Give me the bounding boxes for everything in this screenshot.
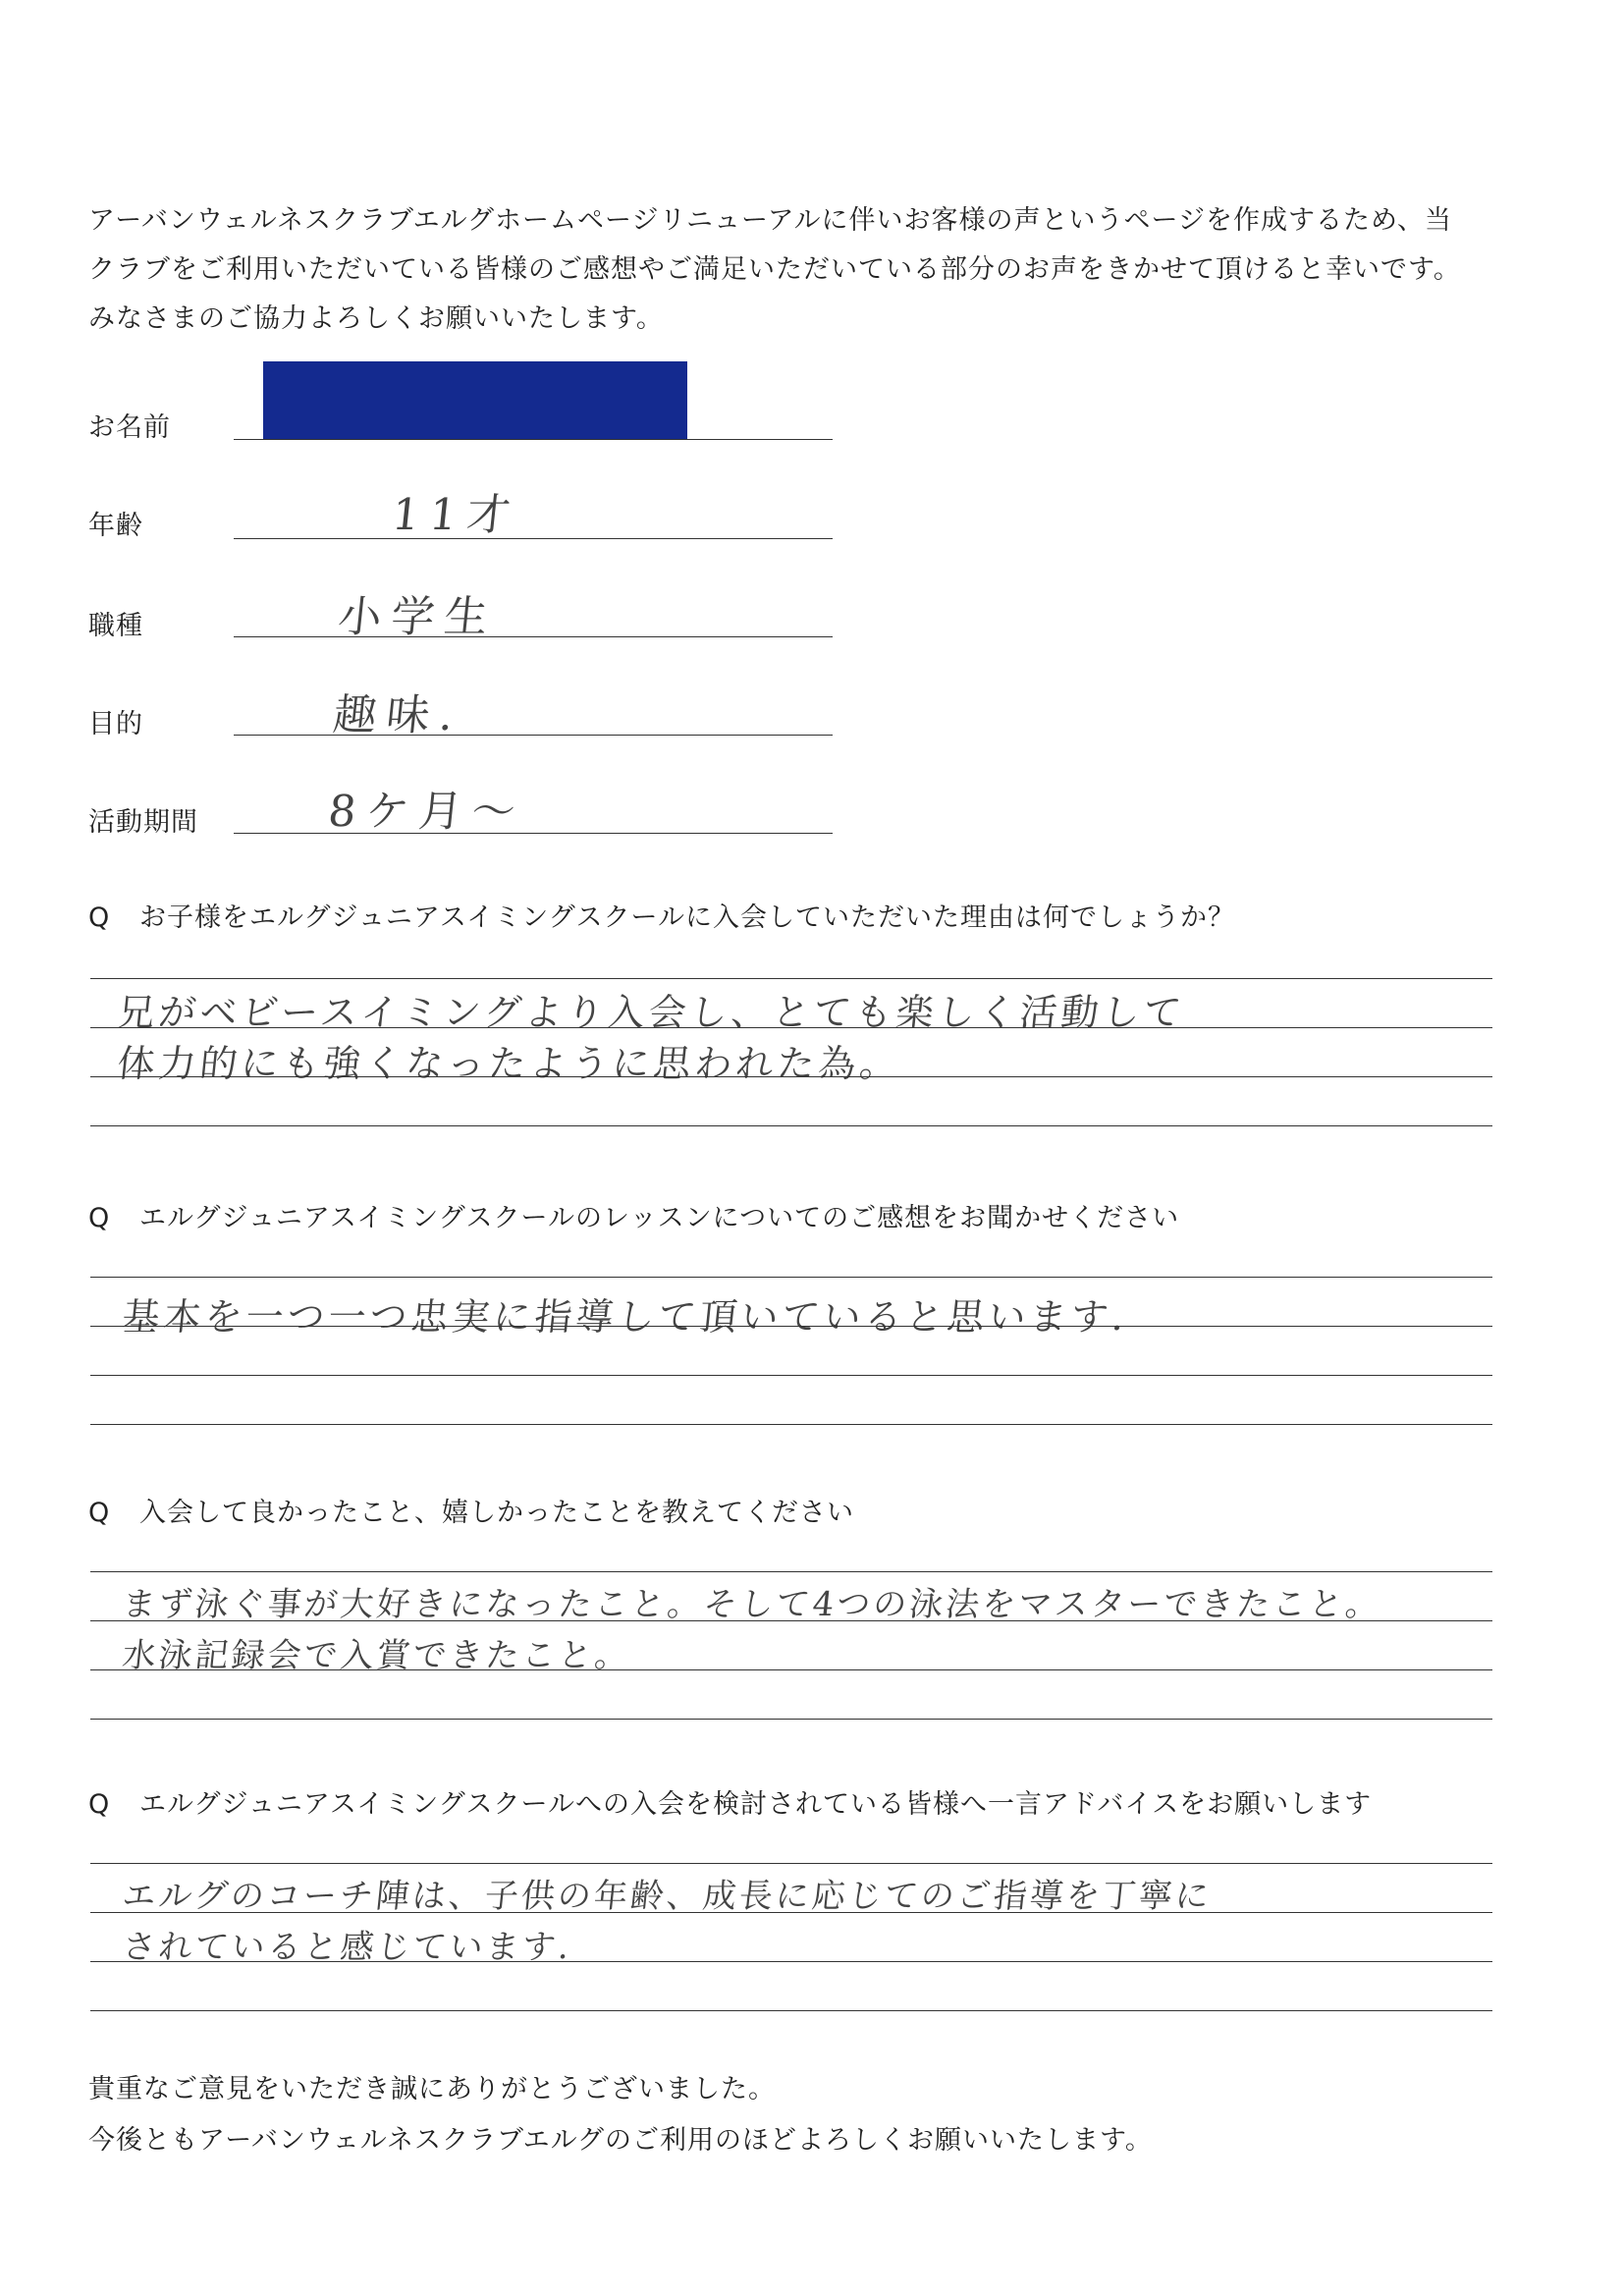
purpose-line (234, 735, 833, 736)
closing-line: 今後ともアーバンウェルネスクラブエルグのご利用のほどよろしくお願いいたします。 (88, 2125, 1153, 2156)
question-mark: Q (88, 1203, 111, 1233)
age-line (234, 538, 833, 539)
answer-rule (90, 1125, 1492, 1126)
answer-line: まず泳ぐ事が大好きになったこと。そして4つの泳法をマスターできたこと。 (120, 1585, 1384, 1624)
age-label: 年齢 (88, 511, 143, 541)
answer-rule (90, 1027, 1492, 1028)
age-value: 11才 (389, 490, 523, 540)
answer-line: 兄がベビースイミングより入会し、とても楽しく活動して (115, 991, 1188, 1034)
answer-rule (90, 1620, 1492, 1621)
answer-rule (90, 1277, 1492, 1278)
question-text (88, 1782, 1372, 1821)
purpose-value: 趣味. (330, 690, 466, 740)
intro-line: クラブをご利用いただいている皆様のご感想やご満足いただいている部分のお声をきかせて頂けると幸いです。 (88, 254, 1461, 285)
period-value: 8ケ月～ (325, 787, 528, 837)
occupation-value: 小学生 (335, 592, 501, 642)
occupation-label: 職種 (88, 611, 143, 641)
question-label: 入会して良かったこと、嬉しかったことを教えてください (139, 1498, 854, 1528)
intro-line: みなさまのご協力よろしくお願いいたします。 (88, 303, 664, 334)
answer-line: 水泳記録会で入賞できたこと。 (120, 1636, 633, 1675)
name-line (234, 439, 833, 440)
answer-rule (90, 1863, 1492, 1864)
answer-line: されていると感じています. (120, 1928, 574, 1967)
answer-line: 体力的にも強くなったように思われた為。 (115, 1042, 903, 1085)
question-mark: Q (88, 1789, 111, 1820)
question-text (88, 1491, 854, 1529)
answer-rule (90, 1912, 1492, 1913)
answer-rule (90, 1375, 1492, 1376)
closing-text (88, 2064, 1153, 2166)
question-text (88, 896, 1235, 934)
question-text (88, 1196, 1179, 1234)
answer-line: エルグのコーチ陣は、子供の年齢、成長に応じてのご指導を丁寧に (120, 1877, 1215, 1916)
answer-rule (90, 1669, 1492, 1670)
answer-rule (90, 2010, 1492, 2011)
intro-text (88, 196, 1542, 344)
answer-rule (90, 1076, 1492, 1077)
name-redaction (263, 361, 687, 440)
answer-rule (90, 1571, 1492, 1572)
period-line (234, 833, 833, 834)
answer-rule (90, 1719, 1492, 1720)
answer-rule (90, 978, 1492, 979)
occupation-line (234, 636, 833, 637)
question-mark: Q (88, 1498, 111, 1528)
closing-line: 貴重なご意見をいただき誠にありがとうございました。 (88, 2074, 776, 2105)
question-label: エルグジュニアスイミングスクールへの入会を検討されている皆様へ一言アドバイスをお願いします (139, 1789, 1373, 1820)
purpose-label: 目的 (88, 709, 143, 739)
question-label: お子様をエルグジュニアスイミングスクールに入会していただいた理由は何でしょうか？ (139, 902, 1235, 933)
answer-rule (90, 1424, 1492, 1425)
question-label: エルグジュニアスイミングスクールのレッスンについてのご感想をお聞かせください (139, 1203, 1180, 1233)
intro-line: アーバンウェルネスクラブエルグホームページリニューアルに伴いお客様の声というページを作成するため、当 (88, 205, 1452, 236)
answer-rule (90, 1326, 1492, 1327)
name-label: お名前 (88, 412, 171, 443)
question-mark: Q (88, 902, 111, 933)
period-label: 活動期間 (88, 807, 198, 838)
answer-rule (90, 1961, 1492, 1962)
answer-line: 基本を一つ一つ忠実に指導して頂いていると思います. (120, 1295, 1131, 1339)
